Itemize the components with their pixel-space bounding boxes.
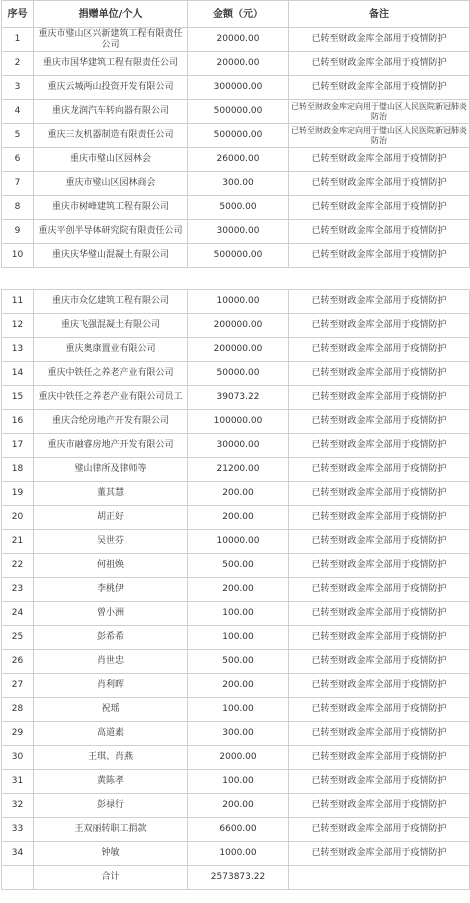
donation-note: 已转至财政金库全部用于疫情防护 (289, 362, 470, 386)
row-number: 20 (2, 506, 34, 530)
donation-table-part1 (1, 0, 470, 268)
table-row (2, 650, 470, 674)
row-number: 8 (2, 196, 34, 220)
donation-note: 已转至财政金库全部用于疫情防护 (289, 722, 470, 746)
donor-name: 重庆三友机器制造有限责任公司 (34, 124, 188, 148)
donation-note: 已转至财政金库全部用于疫情防护 (289, 52, 470, 76)
donation-note: 已转至财政金库全部用于疫情防护 (289, 530, 470, 554)
row-number: 16 (2, 410, 34, 434)
table-row (2, 794, 470, 818)
table-row (2, 818, 470, 842)
donation-amount: 100.00 (188, 770, 289, 794)
donation-amount: 39073.22 (188, 386, 289, 410)
row-number: 13 (2, 338, 34, 362)
donation-amount: 500000.00 (188, 100, 289, 124)
donation-note: 已转至财政金库全部用于疫情防护 (289, 650, 470, 674)
donation-amount: 1000.00 (188, 842, 289, 866)
donation-amount: 300.00 (188, 172, 289, 196)
total-spacer (2, 866, 34, 890)
table-row (2, 530, 470, 554)
donation-note: 已转至财政金库全部用于疫情防护 (289, 554, 470, 578)
donor-name: 重庆平创半导体研究院有限责任公司 (34, 220, 188, 244)
table-row (2, 124, 470, 148)
table-row (2, 554, 470, 578)
table-row (2, 172, 470, 196)
donor-name: 彭禄行 (34, 794, 188, 818)
table-row (2, 842, 470, 866)
row-number: 30 (2, 746, 34, 770)
table-row (2, 698, 470, 722)
row-number: 23 (2, 578, 34, 602)
header-amount: 金额（元） (188, 1, 289, 28)
donation-note: 已转至财政金库全部用于疫情防护 (289, 172, 470, 196)
donor-name: 重庆奥康置业有限公司 (34, 338, 188, 362)
donation-amount: 20000.00 (188, 52, 289, 76)
donation-amount: 300000.00 (188, 76, 289, 100)
donor-name: 重庆市璧山区园林会 (34, 148, 188, 172)
table-row (2, 458, 470, 482)
donation-amount: 100.00 (188, 698, 289, 722)
donation-amount: 100.00 (188, 602, 289, 626)
row-number: 25 (2, 626, 34, 650)
table-row (2, 482, 470, 506)
table-row (2, 28, 470, 52)
row-number: 31 (2, 770, 34, 794)
donation-note: 已转至财政金库全部用于疫情防护 (289, 244, 470, 268)
donation-amount: 500000.00 (188, 244, 289, 268)
donor-name: 钟敏 (34, 842, 188, 866)
donation-note: 已转至财政金库全部用于疫情防护 (289, 794, 470, 818)
table-row (2, 674, 470, 698)
donation-amount: 500.00 (188, 554, 289, 578)
donor-name: 彭希希 (34, 626, 188, 650)
donation-amount: 200.00 (188, 794, 289, 818)
donor-name: 曾小洲 (34, 602, 188, 626)
row-number: 5 (2, 124, 34, 148)
row-number: 10 (2, 244, 34, 268)
total-note (289, 866, 470, 890)
table-row (2, 434, 470, 458)
header-no: 序号 (2, 1, 34, 28)
donor-name: 重庆合纶房地产开发有限公司 (34, 410, 188, 434)
row-number: 24 (2, 602, 34, 626)
donation-note: 已转至财政金库全部用于疫情防护 (289, 458, 470, 482)
donor-name: 吴世芬 (34, 530, 188, 554)
donation-amount: 200000.00 (188, 314, 289, 338)
table-row (2, 100, 470, 124)
donation-amount: 500000.00 (188, 124, 289, 148)
table-row (2, 626, 470, 650)
donation-note: 已转至财政金库全部用于疫情防护 (289, 506, 470, 530)
row-number: 32 (2, 794, 34, 818)
donation-note: 已转至财政金库全部用于疫情防护 (289, 818, 470, 842)
row-number: 12 (2, 314, 34, 338)
donation-note: 已转至财政金库全部用于疫情防护 (289, 482, 470, 506)
donor-name: 重庆云城两山投资开发有限公司 (34, 76, 188, 100)
total-label: 合计 (34, 866, 188, 890)
table-row (2, 770, 470, 794)
donation-amount: 500.00 (188, 650, 289, 674)
donation-note: 已转至财政金库全部用于疫情防护 (289, 842, 470, 866)
table-row (2, 52, 470, 76)
row-number: 17 (2, 434, 34, 458)
row-number: 18 (2, 458, 34, 482)
donation-note: 已转至财政金库全部用于疫情防护 (289, 602, 470, 626)
table-row (2, 578, 470, 602)
donation-amount: 2000.00 (188, 746, 289, 770)
row-number: 3 (2, 76, 34, 100)
donor-name: 董其慧 (34, 482, 188, 506)
donation-amount: 21200.00 (188, 458, 289, 482)
donation-amount: 20000.00 (188, 28, 289, 52)
table-row (2, 722, 470, 746)
donation-note: 已转至财政金库全部用于疫情防护 (289, 770, 470, 794)
row-number: 15 (2, 386, 34, 410)
header-donor: 捐赠单位/个人 (34, 1, 188, 28)
donor-name: 重庆市树峰建筑工程有限公司 (34, 196, 188, 220)
total-row (2, 866, 470, 890)
row-number: 29 (2, 722, 34, 746)
donation-note: 已转至财政金库全部用于疫情防护 (289, 196, 470, 220)
donation-amount: 5000.00 (188, 196, 289, 220)
donor-name: 重庆庆华璧山混凝土有限公司 (34, 244, 188, 268)
donor-name: 王双丽转职工捐款 (34, 818, 188, 842)
donation-amount: 6600.00 (188, 818, 289, 842)
row-number: 9 (2, 220, 34, 244)
donation-note: 已转至财政金库全部用于疫情防护 (289, 28, 470, 52)
row-number: 27 (2, 674, 34, 698)
total-amount: 2573873.22 (188, 866, 289, 890)
donation-amount: 50000.00 (188, 362, 289, 386)
row-number: 2 (2, 52, 34, 76)
table-row (2, 506, 470, 530)
table-row (2, 410, 470, 434)
table-row (2, 220, 470, 244)
row-number: 7 (2, 172, 34, 196)
donor-name: 重庆市璧山区园林商会 (34, 172, 188, 196)
donor-name: 黄陈孝 (34, 770, 188, 794)
donation-note: 已转至财政金库全部用于疫情防护 (289, 698, 470, 722)
row-number: 34 (2, 842, 34, 866)
donation-note: 已转至财政金库全部用于疫情防护 (289, 220, 470, 244)
donor-name: 高道素 (34, 722, 188, 746)
donation-table-part2 (1, 289, 470, 890)
donation-note: 已转至财政金库定向用于璧山区人民医院新冠肺炎防治 (289, 100, 470, 124)
donor-name: 重庆市国华建筑工程有限责任公司 (34, 52, 188, 76)
donation-note: 已转至财政金库全部用于疫情防护 (289, 410, 470, 434)
donation-amount: 100000.00 (188, 410, 289, 434)
donor-name: 重庆中铁任之养老产业有限公司 (34, 362, 188, 386)
row-number: 33 (2, 818, 34, 842)
donor-name: 重庆市融睿房地产开发有限公司 (34, 434, 188, 458)
table-row (2, 602, 470, 626)
donor-name: 王琪、肖燕 (34, 746, 188, 770)
table-row (2, 314, 470, 338)
donation-note: 已转至财政金库定向用于璧山区人民医院新冠肺炎防治 (289, 124, 470, 148)
donation-note: 已转至财政金库全部用于疫情防护 (289, 434, 470, 458)
row-number: 14 (2, 362, 34, 386)
table-row (2, 244, 470, 268)
donation-note: 已转至财政金库全部用于疫情防护 (289, 290, 470, 314)
donation-amount: 10000.00 (188, 290, 289, 314)
donation-amount: 30000.00 (188, 220, 289, 244)
donation-amount: 200.00 (188, 482, 289, 506)
table-row (2, 338, 470, 362)
donor-name: 李桃伊 (34, 578, 188, 602)
table-row (2, 386, 470, 410)
table-row (2, 76, 470, 100)
donation-amount: 200000.00 (188, 338, 289, 362)
row-number: 22 (2, 554, 34, 578)
table-row (2, 290, 470, 314)
row-number: 6 (2, 148, 34, 172)
row-number: 4 (2, 100, 34, 124)
donation-amount: 200.00 (188, 506, 289, 530)
table-row (2, 148, 470, 172)
header-row (2, 1, 470, 28)
header-note: 备注 (289, 1, 470, 28)
donation-note: 已转至财政金库全部用于疫情防护 (289, 674, 470, 698)
donor-name: 何祖焕 (34, 554, 188, 578)
donation-note: 已转至财政金库全部用于疫情防护 (289, 314, 470, 338)
donor-name: 重庆市众亿建筑工程有限公司 (34, 290, 188, 314)
row-number: 21 (2, 530, 34, 554)
donor-name: 肖利晖 (34, 674, 188, 698)
donor-name: 祝瑶 (34, 698, 188, 722)
donation-amount: 200.00 (188, 674, 289, 698)
donation-note: 已转至财政金库全部用于疫情防护 (289, 76, 470, 100)
row-number: 28 (2, 698, 34, 722)
donation-amount: 300.00 (188, 722, 289, 746)
donation-amount: 10000.00 (188, 530, 289, 554)
donation-note: 已转至财政金库全部用于疫情防护 (289, 626, 470, 650)
donation-amount: 26000.00 (188, 148, 289, 172)
donation-amount: 100.00 (188, 626, 289, 650)
donor-name: 璧山律所及律师等 (34, 458, 188, 482)
donor-name: 肖世忠 (34, 650, 188, 674)
donor-name: 重庆飞强混凝土有限公司 (34, 314, 188, 338)
donation-note: 已转至财政金库全部用于疫情防护 (289, 578, 470, 602)
donor-name: 重庆龙润汽车转向器有限公司 (34, 100, 188, 124)
donation-note: 已转至财政金库全部用于疫情防护 (289, 746, 470, 770)
table-row (2, 196, 470, 220)
row-number: 11 (2, 290, 34, 314)
donation-note: 已转至财政金库全部用于疫情防护 (289, 338, 470, 362)
donation-note: 已转至财政金库全部用于疫情防护 (289, 148, 470, 172)
donor-name: 重庆市璧山区兴新建筑工程有限责任公司 (34, 28, 188, 52)
table-row (2, 362, 470, 386)
donation-amount: 30000.00 (188, 434, 289, 458)
row-number: 19 (2, 482, 34, 506)
table-row (2, 746, 470, 770)
donor-name: 胡正好 (34, 506, 188, 530)
row-number: 26 (2, 650, 34, 674)
donation-amount: 200.00 (188, 578, 289, 602)
donation-note: 已转至财政金库全部用于疫情防护 (289, 386, 470, 410)
row-number: 1 (2, 28, 34, 52)
donor-name: 重庆中铁任之养老产业有限公司员工 (34, 386, 188, 410)
